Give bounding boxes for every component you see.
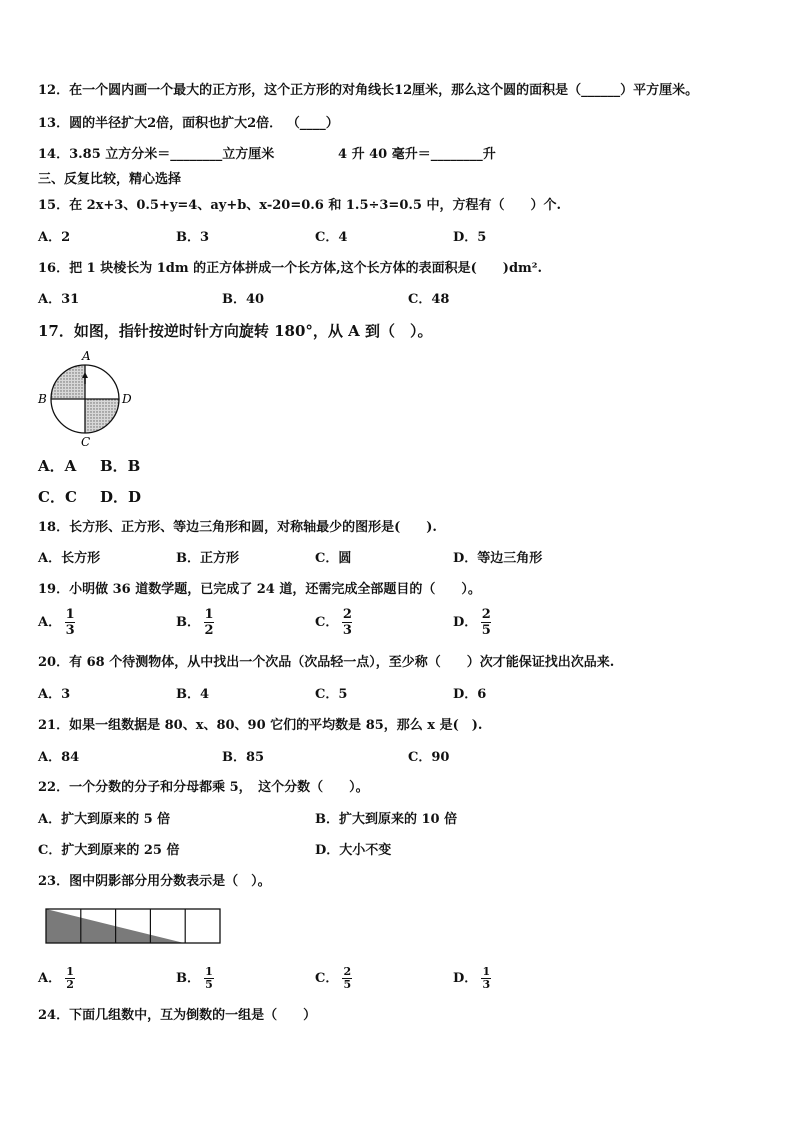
q18-option-b[interactable]: B．正方形 (176, 551, 239, 566)
q19-option-b-letter: B． (176, 615, 200, 630)
q20-option-b[interactable]: B．4 (176, 687, 210, 702)
question-24: 24．下面几组数中，互为倒数的一组是（ ） (38, 1008, 317, 1023)
q15-option-c[interactable]: C．4 (315, 230, 348, 245)
q19-option-c-letter: C． (315, 615, 339, 630)
q19-option-a[interactable] (38, 607, 75, 638)
q18-option-d[interactable]: D．等边三角形 (453, 551, 543, 566)
fraction-denominator: 3 (342, 623, 352, 638)
fraction-numerator: 2 (342, 607, 352, 622)
q23-option-b-letter: B． (176, 971, 200, 986)
fraction-numerator: 1 (65, 607, 75, 622)
fraction-numerator: 1 (205, 965, 213, 978)
shaded-strip-figure (44, 907, 224, 947)
q23-option-a[interactable] (38, 966, 75, 991)
fraction-numerator: 2 (343, 965, 352, 978)
q16-option-c[interactable]: C．48 (408, 292, 450, 307)
label-d: D (122, 392, 132, 406)
fraction-denominator: 3 (482, 978, 491, 991)
q15-option-d[interactable]: D．5 (453, 230, 487, 245)
section-3-heading: 三、反复比较，精心选择 (38, 172, 182, 187)
q23-option-a-letter: A． (38, 971, 62, 986)
question-12: 12．在一个圆内画一个最大的正方形，这个正方形的对角线长12厘米，那么这个圆的面积是（______）平方厘米。 (38, 83, 699, 98)
q18-option-a[interactable]: A．长方形 (38, 551, 101, 566)
fraction-numerator: 1 (204, 607, 214, 622)
q23-option-d-fraction (481, 966, 491, 991)
q22-option-c[interactable]: C．扩大到原来的 25 倍 (38, 843, 180, 858)
question-21: 21．如果一组数据是 80、x、80、90 它们的平均数是 85，那么 x 是( ). (38, 718, 483, 733)
question-13: 13．圆的半径扩大2倍，面积也扩大2倍． （____） (38, 116, 339, 131)
q23-option-a-fraction (65, 966, 75, 991)
q17-option-c[interactable]: C．C (38, 488, 77, 506)
q18-option-c[interactable]: C．圆 (315, 551, 352, 566)
question-15: 15．在 2x+3、0.5+y=4、ay+b、x-20=0.6 和 1.5÷3=0.5 中，方程有（ ）个. (38, 198, 561, 213)
q16-option-b[interactable]: B．40 (222, 292, 265, 307)
q15-option-b[interactable]: B．3 (176, 230, 210, 245)
question-14-part-b: 4 升 40 毫升＝________升 (338, 147, 496, 162)
q19-option-a-letter: A． (38, 615, 62, 630)
q16-option-a[interactable]: A．31 (38, 292, 80, 307)
label-c: C (81, 435, 91, 448)
q20-option-a[interactable]: A．3 (38, 687, 71, 702)
q22-option-a[interactable]: A．扩大到原来的 5 倍 (38, 812, 171, 827)
q21-option-b[interactable]: B．85 (222, 750, 265, 765)
q20-option-c[interactable]: C．5 (315, 687, 348, 702)
q19-option-a-fraction (65, 607, 75, 638)
question-19: 19．小明做 36 道数学题，已完成了 24 道，还需完成全部题目的（ ）。 (38, 582, 481, 597)
question-20: 20．有 68 个待测物体，从中找出一个次品（次品轻一点），至少称（ ）次才能保证找出次品来. (38, 655, 615, 670)
q19-option-c-fraction (342, 607, 352, 638)
q23-option-b[interactable] (176, 966, 214, 991)
q22-option-d[interactable]: D．大小不变 (315, 843, 392, 858)
q15-option-a[interactable]: A．2 (38, 230, 71, 245)
q19-option-d-fraction (481, 607, 491, 638)
label-b: B (38, 392, 47, 406)
fraction-denominator: 2 (66, 978, 74, 991)
question-17: 17．如图，指针按逆时针方向旋转 180°，从 A 到（ ）。 (38, 322, 433, 340)
q23-option-c[interactable] (315, 966, 352, 991)
fraction-denominator: 5 (481, 623, 491, 638)
question-18: 18．长方形、正方形、等边三角形和圆，对称轴最少的图形是( ). (38, 520, 437, 535)
q22-option-b[interactable]: B．扩大到原来的 10 倍 (315, 812, 458, 827)
q19-option-b[interactable] (176, 607, 214, 638)
q20-option-d[interactable]: D．6 (453, 687, 487, 702)
clock-pointer-figure (36, 348, 136, 448)
question-16: 16．把 1 块棱长为 1dm 的正方体拼成一个长方体,这个长方体的表面积是( )dm². (38, 261, 543, 276)
q17-option-d[interactable]: D．D (100, 488, 142, 506)
q17-option-a[interactable]: A．A (38, 457, 77, 475)
q17-option-b[interactable]: B．B (100, 457, 141, 475)
q19-option-b-fraction (204, 607, 214, 638)
fraction-denominator: 3 (65, 623, 75, 638)
fraction-denominator: 2 (204, 623, 214, 638)
fraction-numerator: 2 (481, 607, 491, 622)
q23-option-b-fraction (204, 966, 214, 991)
question-14-part-a: 14．3.85 立方分米＝________立方厘米 (38, 147, 275, 162)
question-23: 23．图中阴影部分用分数表示是（ ）。 (38, 874, 271, 889)
q21-option-c[interactable]: C．90 (408, 750, 450, 765)
q23-option-d-letter: D． (453, 971, 478, 986)
fraction-denominator: 5 (205, 978, 213, 991)
q23-option-c-fraction (342, 966, 352, 991)
q19-option-c[interactable] (315, 607, 352, 638)
q19-option-d-letter: D． (453, 615, 478, 630)
fraction-numerator: 1 (482, 965, 491, 978)
q21-option-a[interactable]: A．84 (38, 750, 80, 765)
q23-option-d[interactable] (453, 966, 491, 991)
fraction-numerator: 1 (66, 965, 74, 978)
q19-option-d[interactable] (453, 607, 491, 638)
fraction-denominator: 5 (343, 978, 352, 991)
label-a: A (82, 349, 91, 363)
question-22: 22．一个分数的分子和分母都乘 5， 这个分数（ ）。 (38, 780, 369, 795)
q23-option-c-letter: C． (315, 971, 339, 986)
